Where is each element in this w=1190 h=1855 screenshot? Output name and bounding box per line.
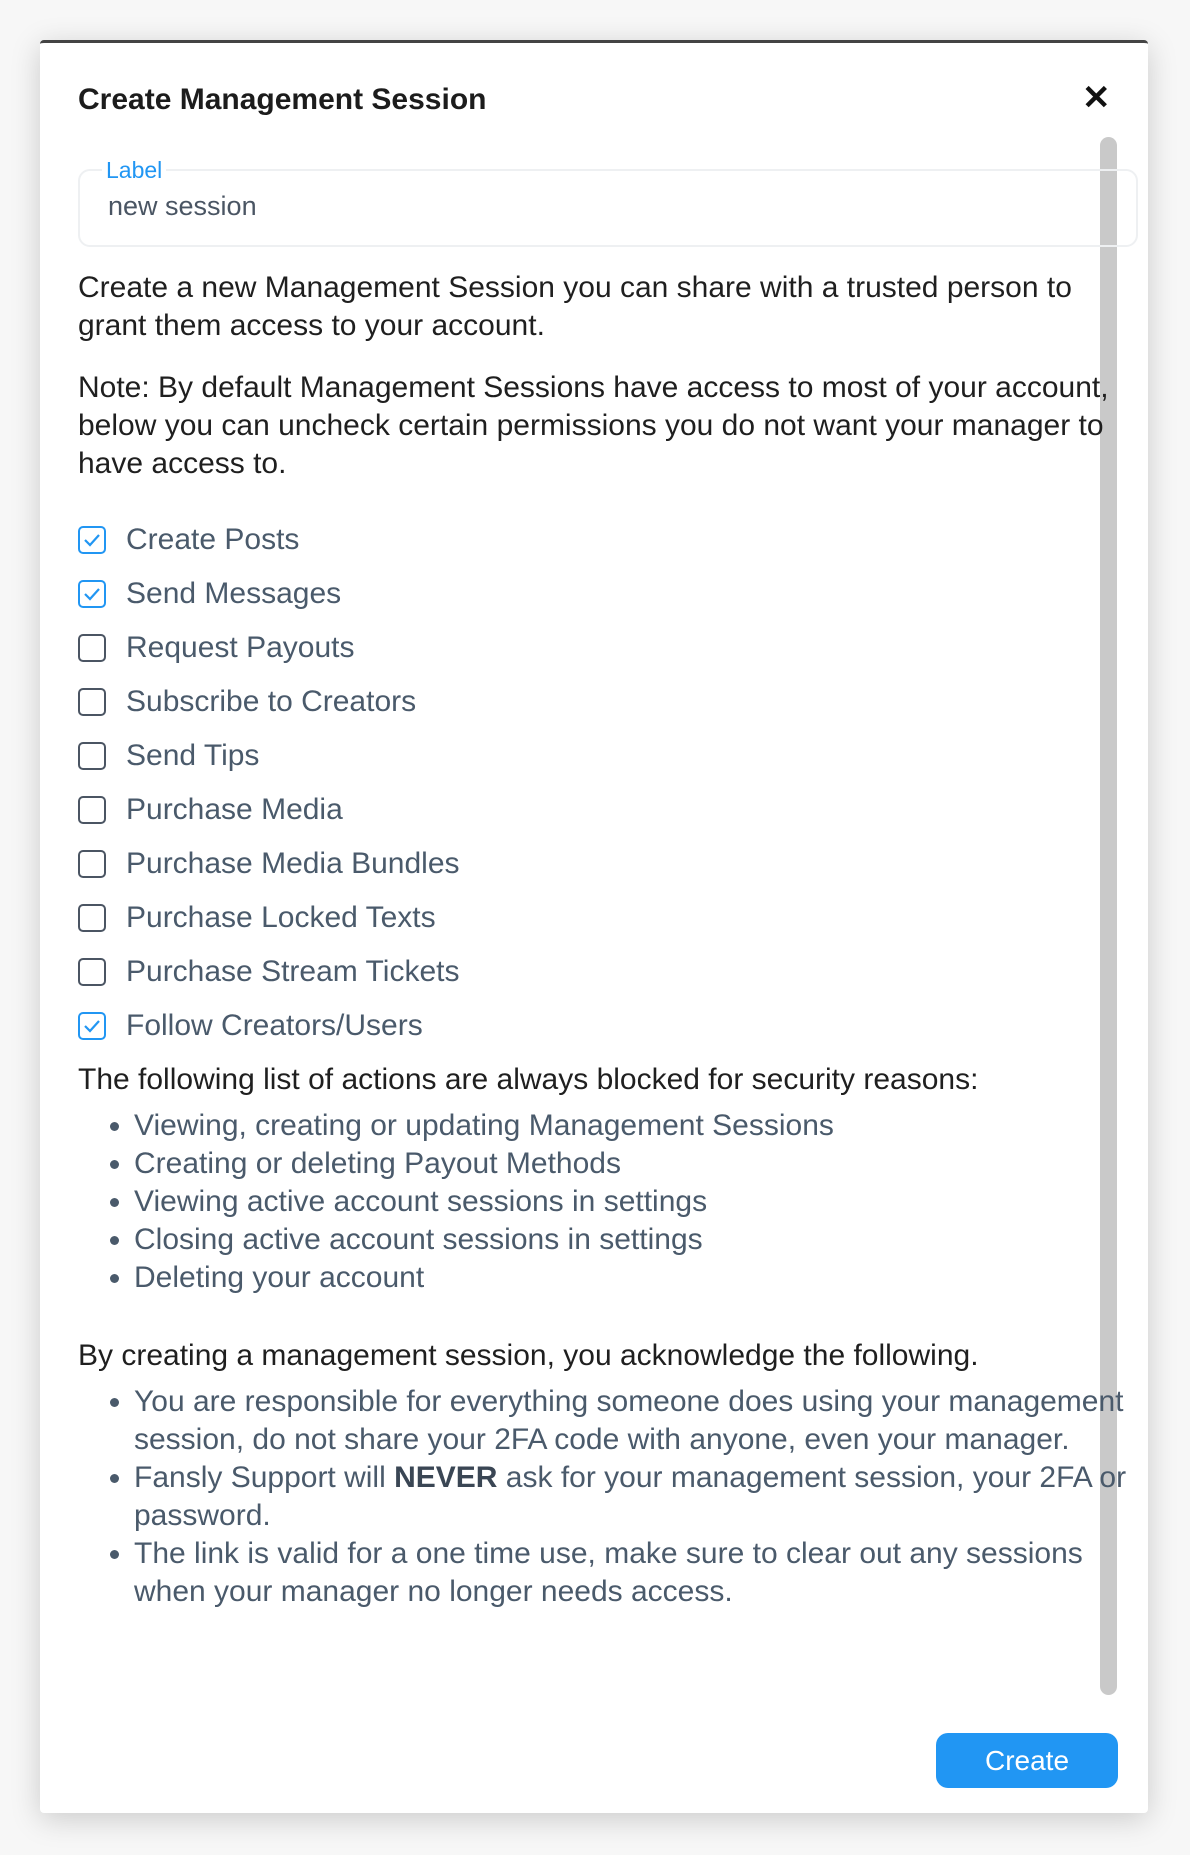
ack-list — [78, 1383, 1138, 1611]
permission-label: Follow Creators/Users — [126, 1009, 423, 1042]
checkbox-icon[interactable] — [78, 634, 106, 662]
list-item: • Creating or deleting Payout Methods — [134, 1145, 1138, 1183]
permission-checkbox[interactable] — [78, 999, 1138, 1053]
label-input[interactable] — [78, 157, 1138, 247]
list-item: • The link is valid for a one time use, make sure to clear out any sessions when your manager no longer needs access. — [134, 1535, 1138, 1611]
permission-checkbox[interactable] — [78, 675, 1138, 729]
checkbox-icon[interactable] — [78, 796, 106, 824]
checkbox-icon[interactable] — [78, 850, 106, 878]
list-item: • Closing active account sessions in settings — [134, 1221, 1138, 1259]
blocked-list — [78, 1107, 1138, 1297]
list-item: • Viewing, creating or updating Management Sessions — [134, 1107, 1138, 1145]
intro-text: Create a new Management Session you can share with a trusted person to grant them access to your account. — [78, 271, 1072, 342]
permission-label: Send Tips — [126, 739, 260, 772]
permissions-list — [78, 513, 1138, 1053]
checkbox-icon[interactable] — [78, 958, 106, 986]
note-text: Note: By default Management Sessions have access to most of your account, below you can uncheck certain permissions you do not want your manager to have access to. — [78, 371, 1109, 480]
ack-emphasis: NEVER — [394, 1461, 498, 1494]
create-session-dialog — [40, 40, 1148, 1813]
permission-label: Purchase Media Bundles — [126, 847, 460, 880]
permission-label: Purchase Locked Texts — [126, 901, 436, 934]
permission-label: Send Messages — [126, 577, 342, 610]
checkbox-icon[interactable] — [78, 742, 106, 770]
label-field-value[interactable]: new session — [108, 191, 257, 221]
permission-checkbox[interactable] — [78, 513, 1138, 567]
ack-text: Fansly Support will — [134, 1461, 395, 1494]
checkbox-icon[interactable] — [78, 580, 106, 608]
permission-label: Purchase Media — [126, 793, 343, 826]
dialog-title: Create Management Session — [78, 83, 487, 116]
list-item: • Deleting your account — [134, 1259, 1138, 1297]
checkbox-icon[interactable] — [78, 904, 106, 932]
permission-checkbox[interactable] — [78, 837, 1138, 891]
checkbox-icon[interactable] — [78, 688, 106, 716]
permission-checkbox[interactable] — [78, 783, 1138, 837]
dialog-content — [78, 157, 1138, 1611]
close-icon[interactable]: ✕ — [1082, 79, 1111, 117]
blocked-heading: The following list of actions are always blocked for security reasons: — [78, 1063, 979, 1096]
permission-label: Create Posts — [126, 523, 300, 556]
label-field-label: Label — [102, 157, 166, 184]
permission-label: Purchase Stream Tickets — [126, 955, 460, 988]
list-item: • Viewing active account sessions in settings — [134, 1183, 1138, 1221]
ack-text: ask for your management session, your 2FA or password. — [134, 1461, 1127, 1532]
permission-label: Subscribe to Creators — [126, 685, 417, 718]
permission-checkbox[interactable] — [78, 567, 1138, 621]
ack-heading: By creating a management session, you acknowledge the following. — [78, 1339, 979, 1372]
permission-checkbox[interactable] — [78, 621, 1138, 675]
permission-label: Request Payouts — [126, 631, 355, 664]
permission-checkbox[interactable] — [78, 729, 1138, 783]
checkbox-icon[interactable] — [78, 1012, 106, 1040]
list-item: • You are responsible for everything someone does using your management session, do not share your 2FA code with anyone, even your manager. — [134, 1383, 1138, 1459]
create-button[interactable]: Create — [936, 1733, 1118, 1788]
list-item — [134, 1459, 1138, 1535]
checkbox-icon[interactable] — [78, 526, 106, 554]
permission-checkbox[interactable] — [78, 945, 1138, 999]
permission-checkbox[interactable] — [78, 891, 1138, 945]
